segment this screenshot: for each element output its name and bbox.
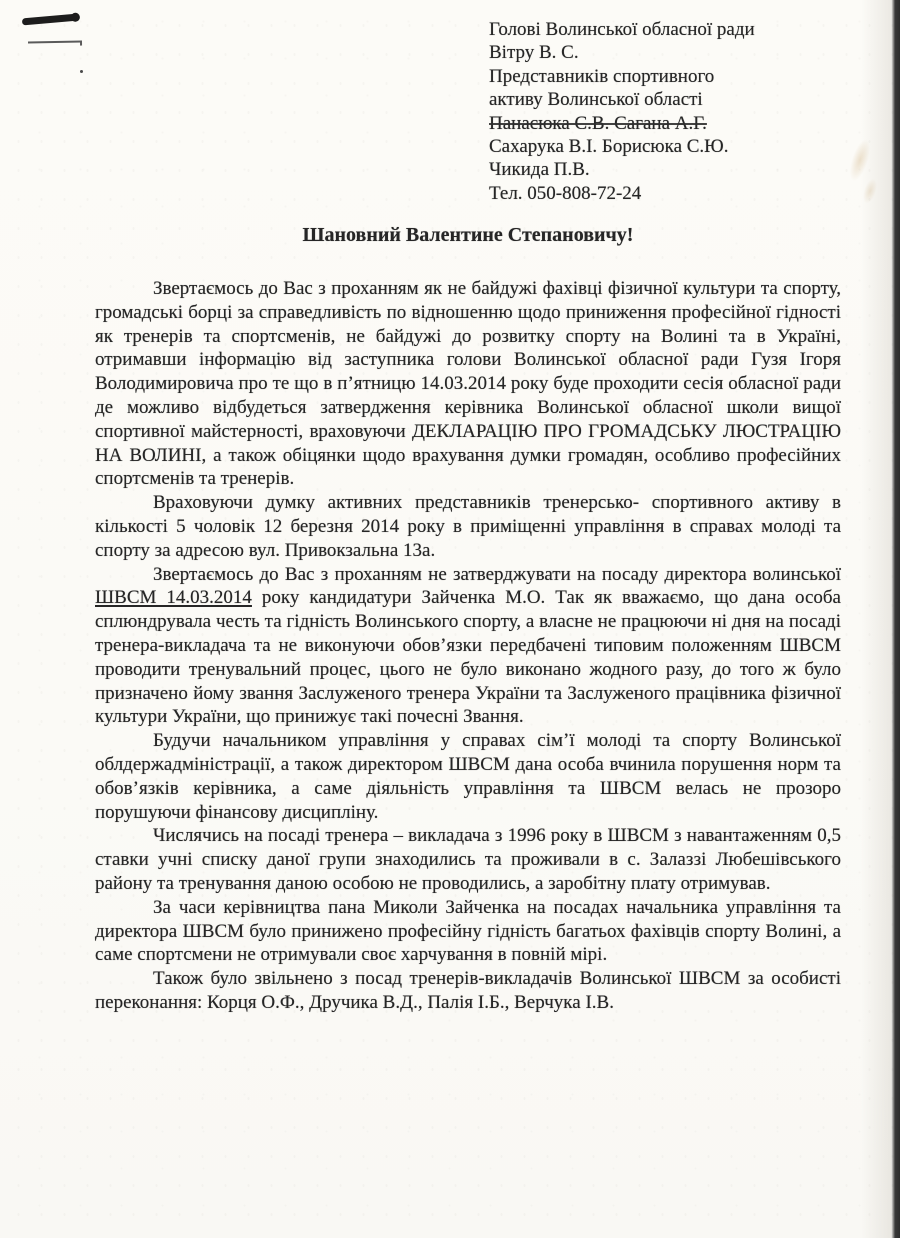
marker-stroke-icon <box>22 14 78 26</box>
scanner-edge-shadow <box>891 0 900 1238</box>
recipient-line: Голові Волинської обласної ради <box>489 19 755 40</box>
recipient-line: Представників спортивного <box>489 65 715 87</box>
paragraph-3-text: року кандидатури Зайченка М.О. Так як вважаємо, що дана особа сплюндрувала честь та гідність Волинського спорту, а власне не працюючи ні дня на посаді тренера-викладача та не виконуючи обов’язки передбачені типовим положенням ШВСМ проводити тренувальний процес, цього не було виконано жодного разу, до того ж було призначено йому звання Заслуженого тренера України та Заслуженого працівника фізичної культури України, що принижує такі почесні Звання. <box>95 587 841 728</box>
recipient-line: активу Волинської області <box>489 89 703 111</box>
paragraph-3-text: Звертаємось до Вас з проханням не затверджувати на посаду директора волинської <box>153 563 841 585</box>
ink-dot <box>80 70 83 73</box>
recipient-line: Чикида П.В. <box>489 159 590 181</box>
recipient-phone: Тел. 050-808-72-24 <box>489 182 642 204</box>
paragraph-3-underlined-date: ШВСМ 14.03.2014 <box>95 587 252 609</box>
paragraph-3 <box>95 563 841 730</box>
paragraph-1: Звертаємось до Вас з проханням як не байдужі фахівці фізичної культури та спорту, громадські борці за справедливість по відношенню щодо приниження професійної гідності як тренерів та спортсменів, не байдужі до розвитку спорту на Волині та в Україні, отримавши інформацію від заступника голови Волинської обласної ради Гузя Ігоря Володимировича про те що в п’ятницю 14.03.2014 року буде проходити сесія обласної ради де можливо відбудеться затвердження керівника Волинської обласної школи вищої спортивної майстерності, враховуючи ДЕКЛАРАЦІЮ ПРО ГРОМАДСЬКУ ЛЮСТРАЦІЮ НА ВОЛИНІ, а також обіцянки щодо врахування думки громадян, особливо професійних спортсменів та тренерів. <box>95 278 841 490</box>
paragraph-4: Будучи начальником управління у справах сім’ї молоді та спорту Волинської облдержадміністрації, а також директором ШВСМ дана особа вчинила порушення норм та обов’язків керівника, а саме діяльність управління та ШВСМ велась не прозоро порушуючи фінансову дисципліну. <box>95 730 841 823</box>
paragraph-7: Також було звільнено з посад тренерів-викладачів Волинської ШВСМ за особисті переконання: Корця О.Ф., Дручика В.Д., Палія І.Б., Верчука І.В. <box>95 968 841 1013</box>
pen-line-icon <box>28 41 82 44</box>
salutation: Шановний Валентине Степановичу! <box>302 224 634 246</box>
recipient-block <box>489 18 849 205</box>
recipient-line: Вітру В. С. <box>489 42 579 64</box>
letter-body <box>95 277 841 1015</box>
recipient-line: Сахарука В.І. Борисюка С.Ю. <box>489 136 729 158</box>
paragraph-5: Числячись на посаді тренера – викладача з 1996 року в ШВСМ з навантаженням 0,5 ставки учні списку даної групи знаходились та проживали в с. Залаззі Любешівського району та тренування даною особою не проводились, а заробітну плату отримував. <box>95 825 841 894</box>
recipient-line-struck: Панасюка С.В. Сагана А.Г. <box>489 112 707 134</box>
paragraph-2: Враховуючи думку активних представників тренерсько- спортивного активу в кількості 5 чоловік 12 березня 2014 року в приміщенні управління в справах молоді та спорту за адресою вул. Привокзальна 13а. <box>95 492 841 561</box>
paragraph-6: За часи керівництва пана Миколи Зайченка на посадах начальника управління та директора ШВСМ було принижено професійну гідність багатьох фахівців спорту Волині, а саме спортсмени не отримували своє харчування в повній мірі. <box>95 896 841 966</box>
